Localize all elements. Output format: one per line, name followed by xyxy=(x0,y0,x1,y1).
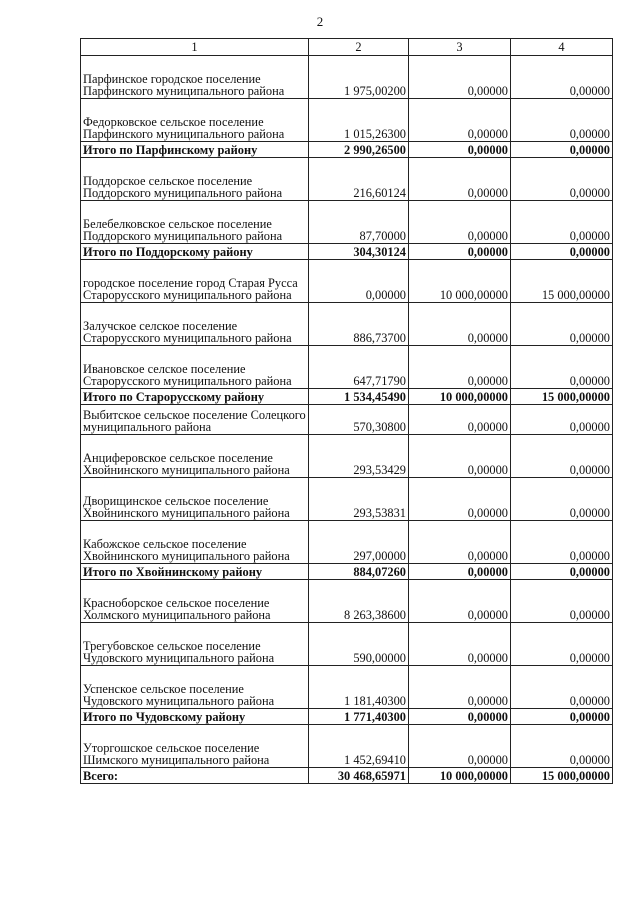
amount-col3: 0,00000 xyxy=(409,99,511,142)
amount-col4: 0,00000 xyxy=(511,244,613,260)
district-total-row xyxy=(81,244,613,260)
amount-col4: 15 000,00000 xyxy=(511,389,613,405)
settlement-name: Поддорское сельское поселение Поддорского муниципального района xyxy=(81,158,309,201)
settlement-name: Кабожское сельское поселение Хвойнинского муниципального района xyxy=(81,521,309,564)
table-row xyxy=(81,158,613,201)
amount-col2: 886,73700 xyxy=(309,303,409,346)
amount-col3: 0,00000 xyxy=(409,405,511,435)
amount-col2: 1 452,69410 xyxy=(309,725,409,768)
amount-col4: 0,00000 xyxy=(511,521,613,564)
amount-col2: 2 990,26500 xyxy=(309,142,409,158)
table-row xyxy=(81,521,613,564)
budget-table xyxy=(80,38,613,784)
settlement-name: Федорковское сельское поселение Парфинского муниципального района xyxy=(81,99,309,142)
amount-col4: 0,00000 xyxy=(511,158,613,201)
amount-col3: 0,00000 xyxy=(409,666,511,709)
district-total-label: Итого по Чудовскому району xyxy=(81,709,309,725)
district-total-row xyxy=(81,564,613,580)
amount-col4: 0,00000 xyxy=(511,435,613,478)
amount-col4: 0,00000 xyxy=(511,623,613,666)
table-row xyxy=(81,99,613,142)
table-row xyxy=(81,201,613,244)
table-row xyxy=(81,623,613,666)
grand-total-row xyxy=(81,768,613,784)
amount-col4: 0,00000 xyxy=(511,405,613,435)
amount-col4: 0,00000 xyxy=(511,564,613,580)
amount-col3: 0,00000 xyxy=(409,435,511,478)
amount-col2: 1 534,45490 xyxy=(309,389,409,405)
settlement-name: Белебелковское сельское поселение Поддорского муниципального района xyxy=(81,201,309,244)
table-row xyxy=(81,346,613,389)
amount-col4: 15 000,00000 xyxy=(511,768,613,784)
table-row xyxy=(81,666,613,709)
settlement-name: Парфинское городское поселение Парфинского муниципального района xyxy=(81,56,309,99)
settlement-name: Анциферовское сельское поселение Хвойнинского муниципального района xyxy=(81,435,309,478)
table-row xyxy=(81,478,613,521)
amount-col2: 1 771,40300 xyxy=(309,709,409,725)
district-total-row xyxy=(81,389,613,405)
amount-col2: 8 263,38600 xyxy=(309,580,409,623)
amount-col4: 15 000,00000 xyxy=(511,260,613,303)
amount-col4: 0,00000 xyxy=(511,201,613,244)
amount-col2: 293,53429 xyxy=(309,435,409,478)
district-total-label: Итого по Старорусскому району xyxy=(81,389,309,405)
amount-col4: 0,00000 xyxy=(511,709,613,725)
settlement-name: Успенское сельское поселение Чудовского муниципального района xyxy=(81,666,309,709)
amount-col2: 216,60124 xyxy=(309,158,409,201)
settlement-name: Уторгошское сельское поселение Шимского муниципального района xyxy=(81,725,309,768)
settlement-name: городское поселение город Старая Русса Старорусского муниципального района xyxy=(81,260,309,303)
table-row xyxy=(81,56,613,99)
amount-col3: 0,00000 xyxy=(409,244,511,260)
amount-col4: 0,00000 xyxy=(511,478,613,521)
amount-col4: 0,00000 xyxy=(511,303,613,346)
table-row xyxy=(81,405,613,435)
settlement-name: Выбитское сельское поселение Солецкого муниципального района xyxy=(81,405,309,435)
amount-col4: 0,00000 xyxy=(511,346,613,389)
settlement-name: Залучское селское поселение Старорусского муниципального района xyxy=(81,303,309,346)
district-total-label: Итого по Хвойнинскому району xyxy=(81,564,309,580)
amount-col2: 884,07260 xyxy=(309,564,409,580)
amount-col3: 0,00000 xyxy=(409,623,511,666)
amount-col3: 0,00000 xyxy=(409,478,511,521)
district-total-row xyxy=(81,709,613,725)
amount-col3: 0,00000 xyxy=(409,580,511,623)
amount-col3: 0,00000 xyxy=(409,158,511,201)
amount-col2: 1 181,40300 xyxy=(309,666,409,709)
settlement-name: Ивановское селское поселение Старорусского муниципального района xyxy=(81,346,309,389)
amount-col2: 570,30800 xyxy=(309,405,409,435)
amount-col3: 0,00000 xyxy=(409,725,511,768)
amount-col4: 0,00000 xyxy=(511,725,613,768)
column-header-1: 1 xyxy=(81,39,309,56)
table-row xyxy=(81,260,613,303)
amount-col3: 0,00000 xyxy=(409,56,511,99)
settlement-name: Дворищинское сельское поселение Хвойнинского муниципального района xyxy=(81,478,309,521)
table-row xyxy=(81,580,613,623)
amount-col4: 0,00000 xyxy=(511,142,613,158)
district-total-label: Итого по Парфинскому району xyxy=(81,142,309,158)
page-number: 2 xyxy=(316,14,324,29)
amount-col3: 0,00000 xyxy=(409,346,511,389)
table-row xyxy=(81,725,613,768)
amount-col2: 30 468,65971 xyxy=(309,768,409,784)
amount-col2: 1 015,26300 xyxy=(309,99,409,142)
amount-col2: 297,00000 xyxy=(309,521,409,564)
amount-col3: 0,00000 xyxy=(409,709,511,725)
column-header-4: 4 xyxy=(511,39,613,56)
amount-col3: 0,00000 xyxy=(409,521,511,564)
amount-col3: 10 000,00000 xyxy=(409,260,511,303)
amount-col2: 293,53831 xyxy=(309,478,409,521)
amount-col3: 0,00000 xyxy=(409,303,511,346)
district-total-row xyxy=(81,142,613,158)
district-total-label: Итого по Поддорскому району xyxy=(81,244,309,260)
settlement-name: Трегубовское сельское поселение Чудовского муниципального района xyxy=(81,623,309,666)
amount-col4: 0,00000 xyxy=(511,666,613,709)
amount-col2: 647,71790 xyxy=(309,346,409,389)
amount-col2: 0,00000 xyxy=(309,260,409,303)
amount-col2: 87,70000 xyxy=(309,201,409,244)
column-header-3: 3 xyxy=(409,39,511,56)
table-row xyxy=(81,303,613,346)
amount-col3: 0,00000 xyxy=(409,201,511,244)
grand-total-label: Всего: xyxy=(81,768,309,784)
column-header-2: 2 xyxy=(309,39,409,56)
amount-col4: 0,00000 xyxy=(511,580,613,623)
amount-col2: 304,30124 xyxy=(309,244,409,260)
amount-col4: 0,00000 xyxy=(511,99,613,142)
amount-col2: 1 975,00200 xyxy=(309,56,409,99)
amount-col3: 10 000,00000 xyxy=(409,389,511,405)
amount-col2: 590,00000 xyxy=(309,623,409,666)
amount-col3: 0,00000 xyxy=(409,564,511,580)
settlement-name: Краснобoрское сельское поселение Холмского муниципального района xyxy=(81,580,309,623)
amount-col4: 0,00000 xyxy=(511,56,613,99)
table-row xyxy=(81,435,613,478)
amount-col3: 10 000,00000 xyxy=(409,768,511,784)
header-row xyxy=(81,39,613,56)
amount-col3: 0,00000 xyxy=(409,142,511,158)
